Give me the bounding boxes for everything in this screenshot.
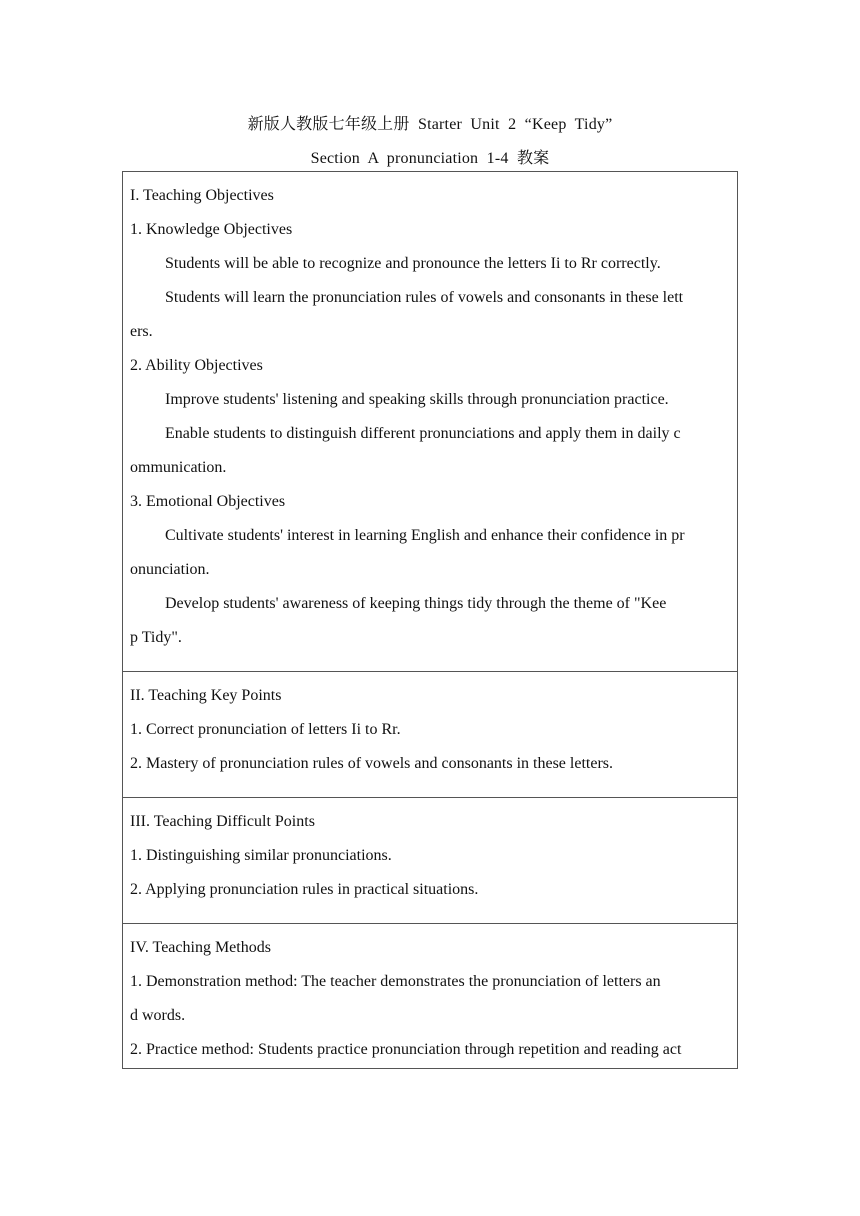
knowledge-objective-item: Students will learn the pronunciation rules of vowels and consonants in these lett: [165, 289, 684, 306]
emotional-objective-item-continued: onunciation.: [130, 561, 210, 578]
methods-cell: [123, 924, 738, 1069]
knowledge-objective-item-continued: ers.: [130, 323, 153, 340]
lesson-plan-table: [122, 171, 738, 1069]
ability-objectives-label: 2. Ability Objectives: [130, 357, 263, 374]
method-item-continued: d words.: [130, 1007, 186, 1024]
document-subtitle: Section A pronunciation 1-4 教案: [310, 150, 550, 167]
method-item: 2. Practice method: Students practice pronunciation through repetition and reading act: [130, 1041, 682, 1058]
ability-objective-item: Improve students' listening and speaking skills through pronunciation practice.: [165, 391, 669, 408]
method-item: 1. Demonstration method: The teacher demonstrates the pronunciation of letters an: [130, 973, 661, 990]
ability-objective-item: Enable students to distinguish different pronunciations and apply them in daily c: [165, 425, 681, 442]
key-point-item: 1. Correct pronunciation of letters Ii to Rr.: [130, 721, 401, 738]
knowledge-objectives-label: 1. Knowledge Objectives: [130, 221, 293, 238]
methods-heading: IV. Teaching Methods: [130, 939, 271, 956]
ability-objective-item-continued: ommunication.: [130, 459, 227, 476]
key-point-item: 2. Mastery of pronunciation rules of vowels and consonants in these letters.: [130, 755, 613, 772]
document-title: 新版人教版七年级上册 Starter Unit 2 “Keep Tidy”: [247, 116, 613, 133]
key-points-row: [123, 672, 738, 798]
methods-row: [123, 924, 738, 1069]
difficult-points-row: [123, 798, 738, 924]
key-points-heading: II. Teaching Key Points: [130, 687, 282, 704]
difficult-point-item: 2. Applying pronunciation rules in practical situations.: [130, 881, 479, 898]
key-points-cell: [123, 672, 738, 798]
knowledge-objective-item: Students will be able to recognize and pronounce the letters Ii to Rr correctly.: [165, 255, 661, 272]
difficult-point-item: 1. Distinguishing similar pronunciations.: [130, 847, 392, 864]
objectives-heading: I. Teaching Objectives: [130, 187, 274, 204]
emotional-objectives-label: 3. Emotional Objectives: [130, 493, 286, 510]
emotional-objective-item: Develop students' awareness of keeping things tidy through the theme of "Kee: [165, 595, 667, 612]
objectives-row: [123, 172, 738, 672]
emotional-objective-item-continued: p Tidy".: [130, 629, 182, 646]
difficult-points-heading: III. Teaching Difficult Points: [130, 813, 315, 830]
objectives-cell: [123, 172, 738, 672]
difficult-points-cell: [123, 798, 738, 924]
emotional-objective-item: Cultivate students' interest in learning English and enhance their confidence in pr: [165, 527, 685, 544]
